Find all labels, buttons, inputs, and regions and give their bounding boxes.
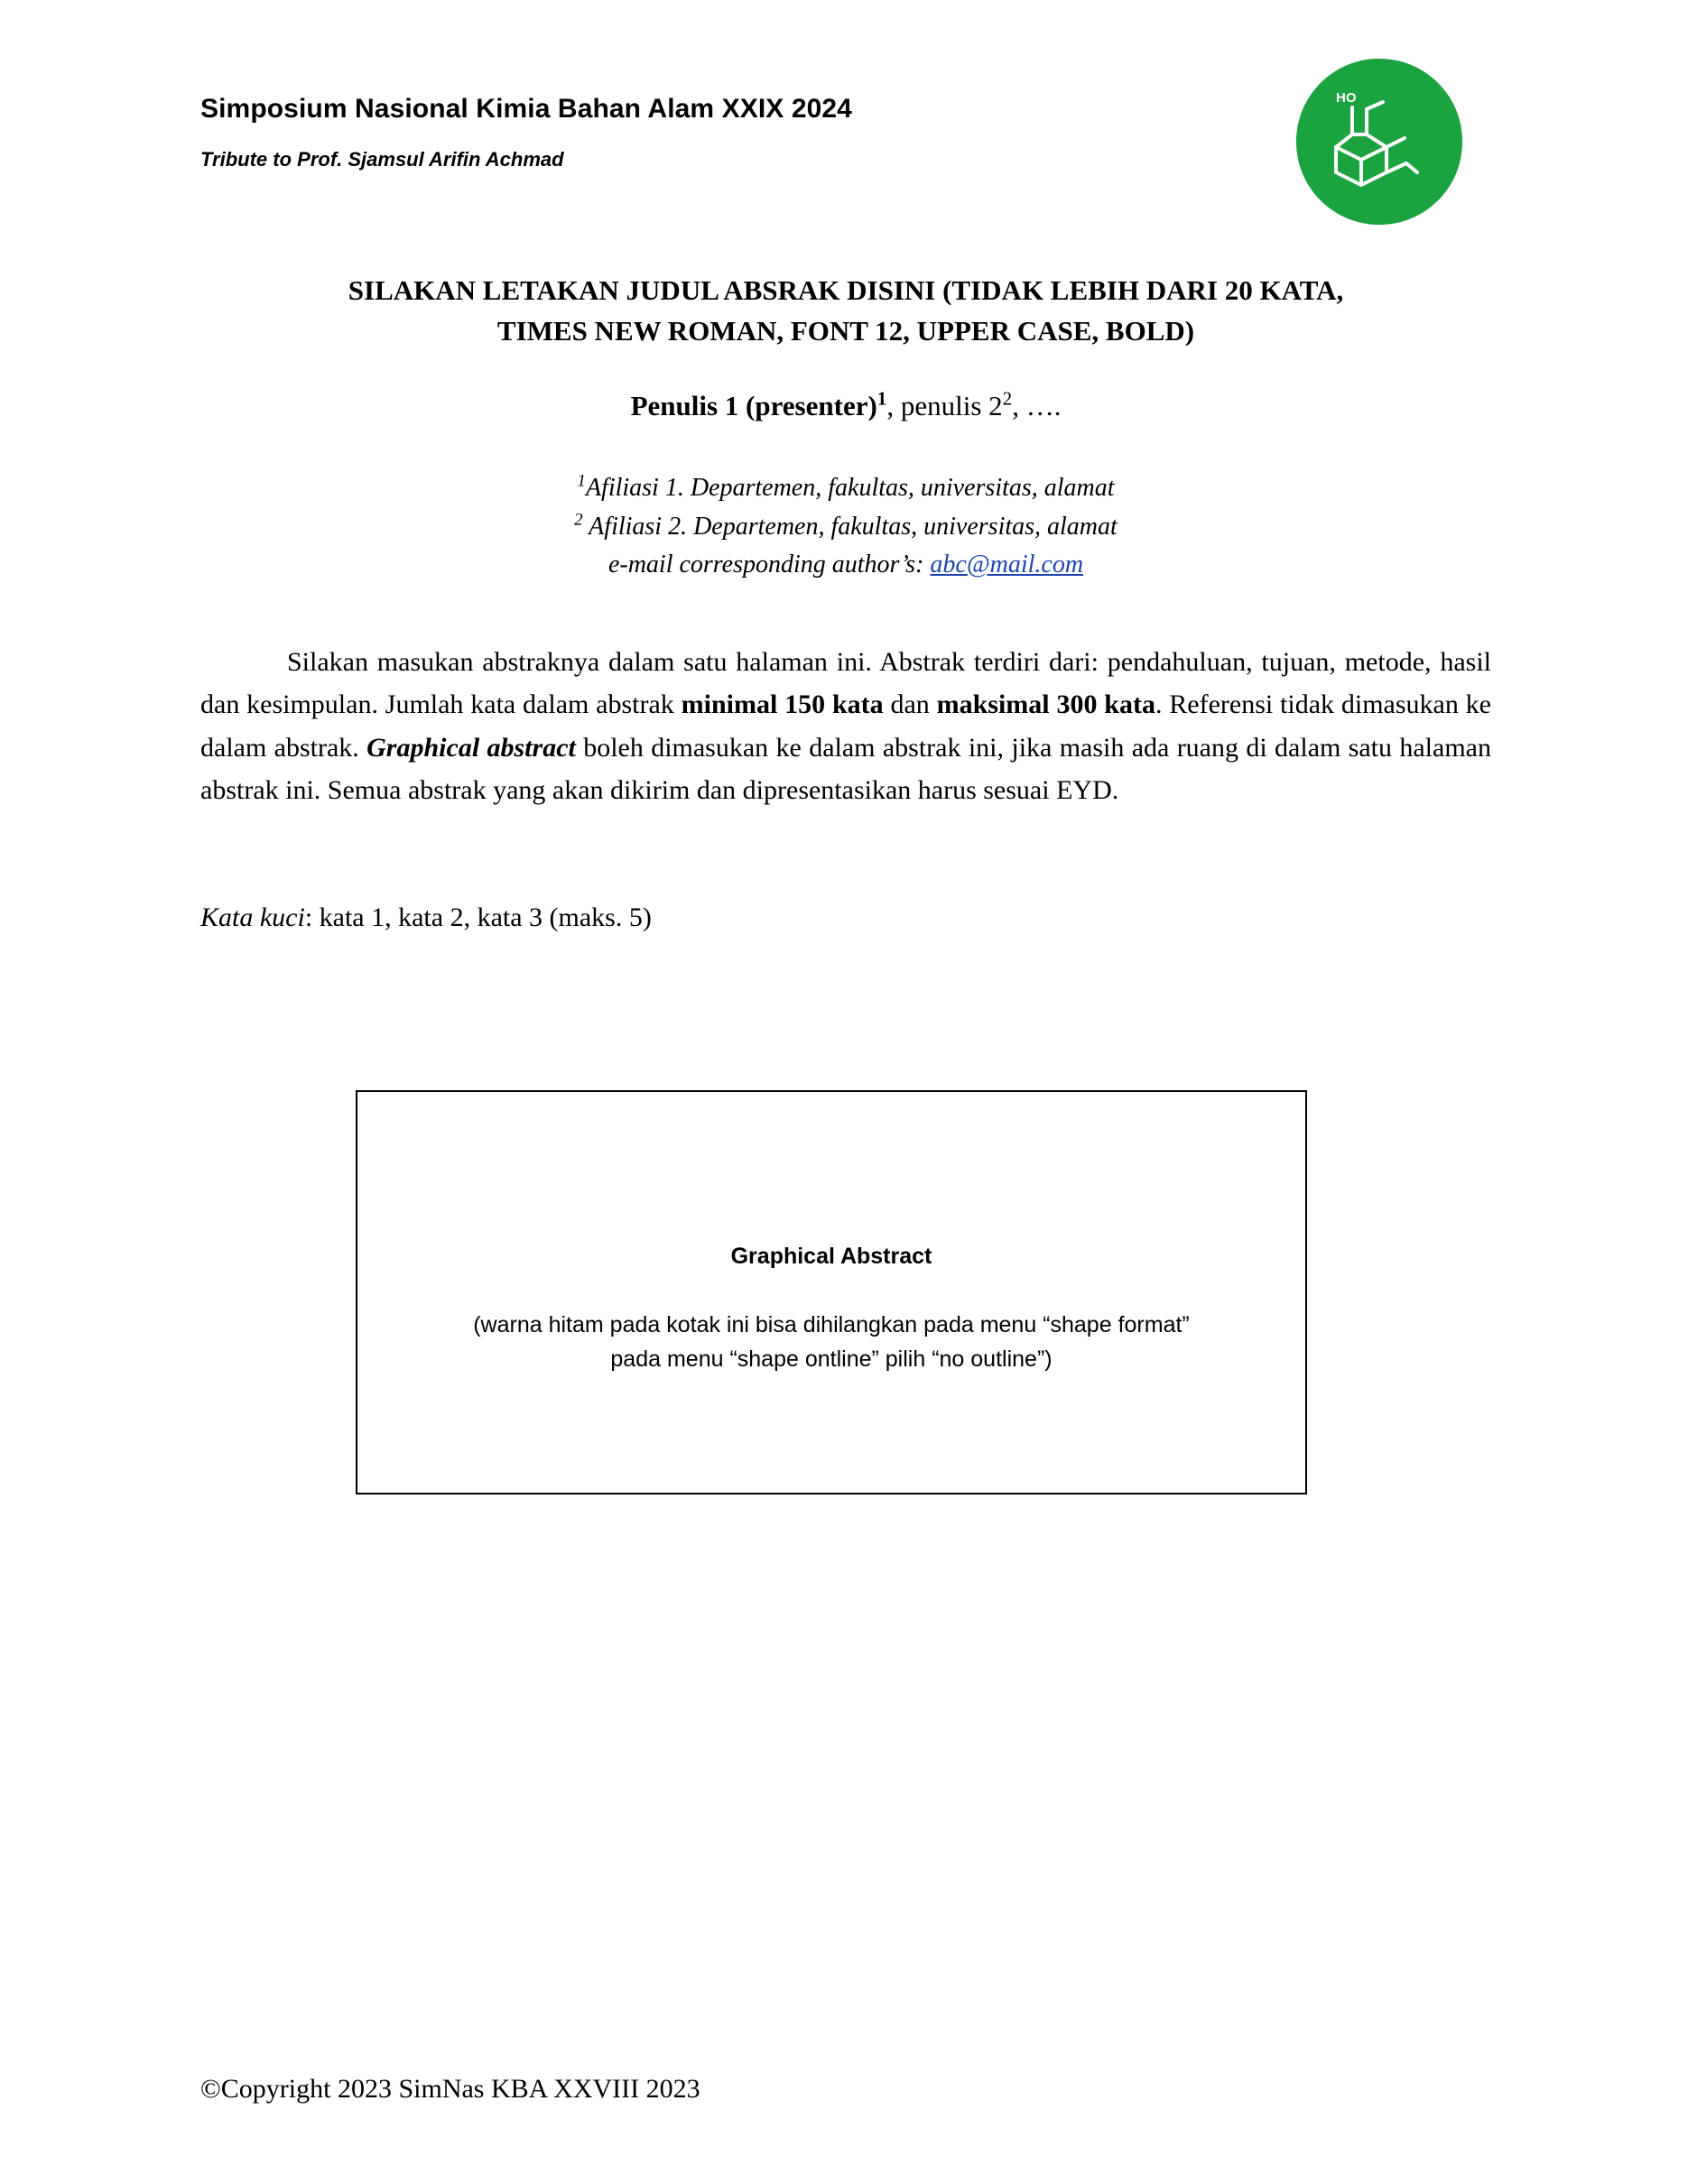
authors-line [200,386,1491,425]
keywords-label: Kata kuci [200,902,305,932]
affiliation-2-superscript: 2 [574,510,583,530]
abstract-text-a: Silakan masukan abstraknya dalam satu halaman ini. Abstrak terdiri dari: pendahuluan, tujuan, metode, hasil dan kesimpulan. Jumlah kata dalam abstrak [200,647,1491,720]
graphical-abstract-box[interactable] [356,1090,1307,1495]
abstract-text-d: boleh dimasukan ke dalam abstrak ini, jika masih ada ruang di dalam satu halaman abstrak ini. Semua abstrak yang akan dikirim dan dipresentasikan harus sesuai EYD. [200,732,1491,806]
corresponding-email-link[interactable]: abc@mail.com [930,551,1084,579]
abstract-text-b: dan [883,689,937,720]
graphical-abstract-title: Graphical Abstract [730,1244,932,1269]
authors-separator: , [886,390,901,421]
abstract-bold-max: maksimal 300 kata [936,689,1155,720]
author-2: penulis 2 [900,390,1003,421]
corresponding-email-line [200,546,1491,585]
abstract-bolditalic-graphical: Graphical abstract [366,732,576,763]
conference-title: Simposium Nasional Kimia Bahan Alam XXIX 2024 [200,94,852,124]
authors-trailing: , …. [1012,390,1062,421]
abstract-text-c: . Referensi tidak dimasukan ke dalam abstrak. [200,689,1491,763]
keywords-value: : kata 1, kata 2, kata 3 (maks. 5) [304,902,652,932]
simnas-kba-logo-icon [1296,59,1462,225]
svg-text:HO: HO [1336,90,1357,106]
graphical-abstract-note-line1: (warna hitam pada kotak ini bisa dihilangkan pada menu “shape format” [473,1312,1190,1337]
affiliation-2 [200,508,1491,547]
footer-copyright: ©Copyright 2023 SimNas KBA XXVIII 2023 [200,2074,700,2104]
conference-subtitle: Tribute to Prof. Sjamsul Arifin Achmad [200,148,564,171]
abstract-title-line1: SILAKAN LETAKAN JUDUL ABSRAK DISINI (TIDAK LEBIH DARI 20 KATA, [348,274,1344,306]
graphical-abstract-note [357,1309,1305,1376]
affiliation-2-text: Afiliasi 2. Departemen, fakultas, universitas, alamat [582,512,1118,541]
author-2-superscript: 2 [1002,387,1013,410]
author-1: Penulis 1 (presenter) [630,390,877,421]
email-label: e-mail corresponding author’s [607,551,916,579]
author-1-superscript: 1 [876,387,887,410]
affiliations-block [200,469,1491,585]
abstract-title-line2: TIMES NEW ROMAN, FONT 12, UPPER CASE, BOLD) [496,314,1195,347]
abstract-bold-min: minimal 150 kata [681,689,884,720]
abstract-title [200,271,1491,352]
affiliation-1-superscript: 1 [577,471,586,491]
affiliation-1 [200,469,1491,508]
affiliation-1-text: Afiliasi 1. Departemen, fakultas, universitas, alamat [585,474,1115,502]
keywords-line [200,902,1491,933]
abstract-body [200,641,1491,812]
email-separator: : [915,551,931,579]
graphical-abstract-note-line2: pada menu “shape ontline” pilih “no outline”) [610,1346,1053,1372]
